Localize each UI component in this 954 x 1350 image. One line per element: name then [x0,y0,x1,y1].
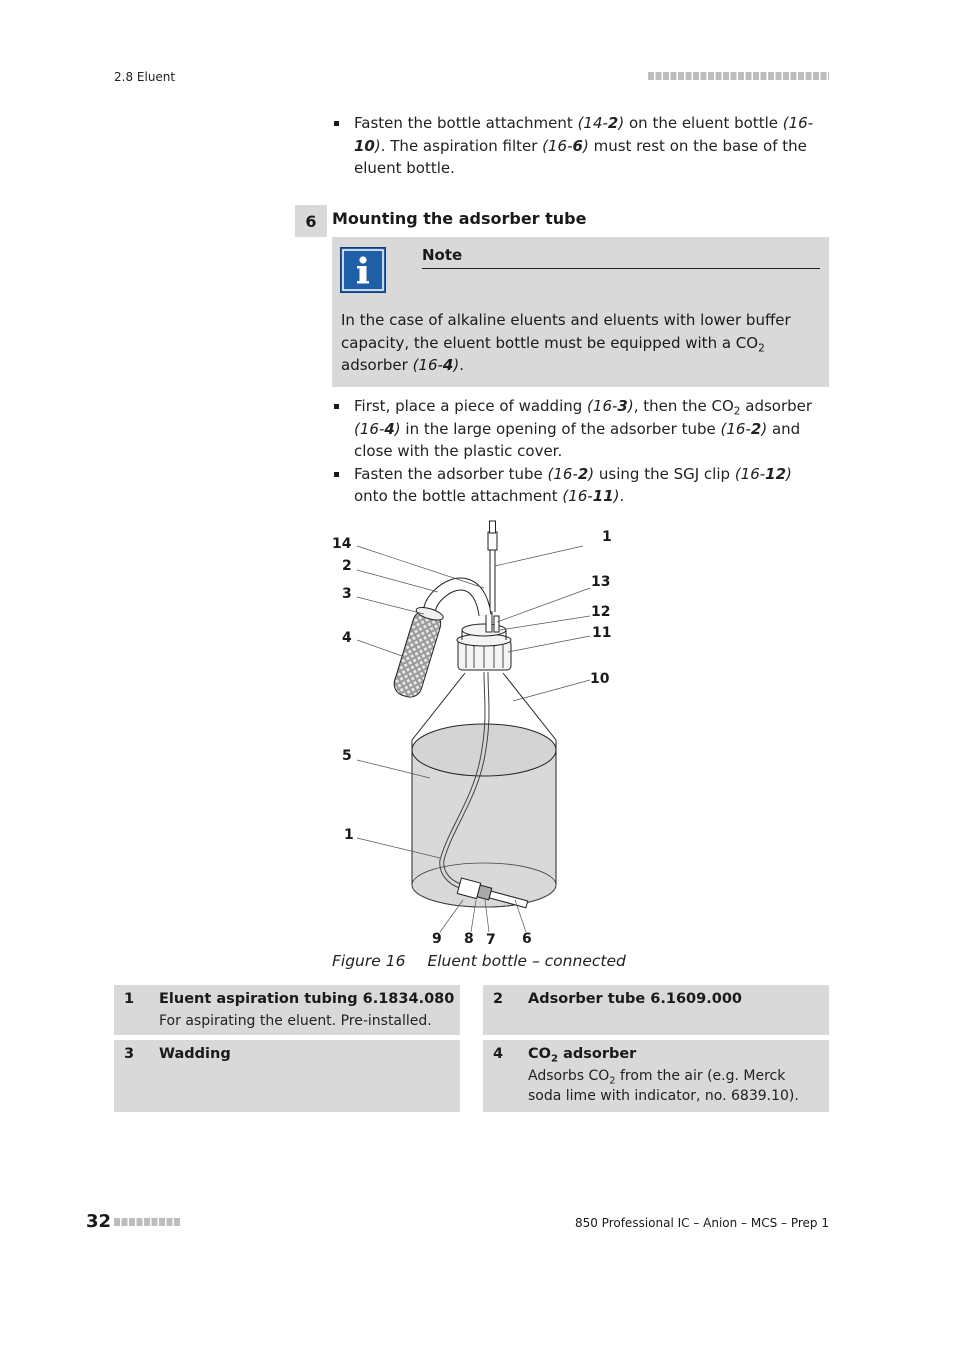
text: . The aspiration filter [380,136,543,155]
figure-ref: (16-6) [542,136,589,155]
note-text: In the case of alkaline eluents and eluents with lower buffer capacity, the eluent bottle must be equipped with a $CO_2$ adsorber (16-4). [341,311,791,374]
figure-label: 2 [342,558,352,574]
legend-title: Wadding [159,1046,231,1062]
figure-label: 14 [332,536,352,552]
legend-number: 2 [493,991,504,1007]
figure-label: 1 [602,529,612,545]
figure-label: 13 [591,574,611,590]
caption-text: Eluent bottle – connected [427,952,626,970]
figure-label: 7 [486,932,496,948]
figure-label: 10 [590,671,610,687]
caption-number: Figure 16 [332,952,406,970]
text: Fasten the bottle attachment [354,114,578,132]
legend-title: Adsorber tube 6.1609.000 [528,991,743,1007]
figure-caption [332,952,648,970]
step-list [332,395,830,508]
intro-bullet [332,112,830,180]
step-bullet: Fasten the adsorber tube (16-2) using the SGJ clip (16-12) onto the bottle attachment (16-11). [332,463,830,508]
step-title: Mounting the adsorber tube [332,209,587,228]
legend-item [483,1040,829,1112]
figure-label: 11 [592,625,612,641]
intro-list [332,112,830,180]
legend-item [483,985,829,1035]
figure-label: 9 [432,931,442,947]
text: on the eluent bottle [624,114,783,132]
info-icon [340,247,386,293]
figure-label: 12 [591,604,611,620]
legend-item [114,985,460,1035]
header-section-title: 2.8 Eluent [114,70,176,84]
legend-description: Adsorbs $CO_2$ from the air (e.g. Merck soda lime with indicator, no. 6839.10). [528,1068,799,1104]
figure-label: 5 [342,748,352,764]
legend-number: 1 [124,991,135,1007]
header-decoration [648,72,829,80]
document-title: 850 Professional IC – Anion – MCS – Prep 1 [574,1216,829,1230]
text: must rest on the base of the eluent bottle. [354,136,807,177]
figure-label: 6 [522,931,532,947]
eluent-bottle-illustration [300,515,640,950]
legend-number: 4 [493,1046,504,1062]
figure-label: 1 [344,827,354,843]
step-bullet: First, place a piece of wadding (16-3), then the $CO_2$ adsorber (16-4) in the large opening of the adsorber tube (16-2) and close with the plastic cover. [332,395,830,463]
footer-decoration [114,1218,181,1226]
legend-item [114,1040,460,1112]
figure-ref: (16-10) [354,114,814,155]
figure-label: 8 [464,931,474,947]
legend-number: 3 [124,1046,135,1062]
legend-title: $CO_2$ adsorber [528,1046,637,1065]
figure-ref: (14-2) [577,114,625,132]
figure-label: 3 [342,586,352,602]
note-divider [422,268,820,269]
figure-label: 4 [342,630,352,646]
legend-description: For aspirating the eluent. Pre-installed. [159,1013,432,1029]
legend-title: Eluent aspiration tubing 6.1834.080 [159,991,455,1007]
step-number: 6 [295,205,327,237]
note-title: Note [422,246,463,264]
page-number: 32 [86,1211,112,1232]
